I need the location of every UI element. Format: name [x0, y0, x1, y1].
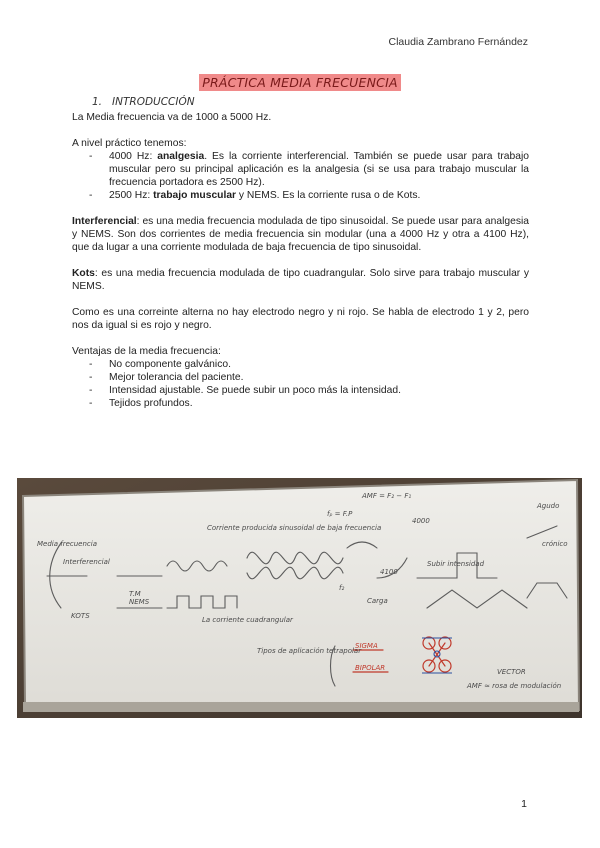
author-name: Claudia Zambrano Fernández — [388, 36, 528, 48]
item-post: . Es la corriente interferencial. También se puede usar para trabajo muscular pero su principal aplicación es la analgesia (si se usa para trabajo muscular la frecuencia portadora es 2500 Hz). — [109, 151, 529, 188]
item-pre: 4000 Hz: — [109, 151, 158, 162]
wb-salida1: SIGMA — [355, 642, 378, 650]
item-post: y NEMS. Es la corriente rusa o de Kots. — [236, 190, 421, 201]
wb-formula: AMF = F₂ − F₁ — [362, 492, 412, 500]
list-item — [72, 189, 529, 202]
whiteboard-photo — [17, 478, 582, 718]
section-number: 1. — [92, 96, 103, 108]
list-item: - Intensidad ajustable. Se puede subir un poco más la intensidad. — [72, 384, 529, 397]
wb-agudo: Agudo — [537, 502, 560, 510]
wb-kots: KOTS — [71, 612, 90, 620]
wb-4100: 4100 — [380, 568, 398, 576]
practical-list — [72, 150, 529, 202]
wb-mf-label: Media frecuencia — [37, 540, 98, 548]
section-heading — [92, 96, 195, 108]
list-item: - No componente galvánico. — [72, 358, 529, 371]
list-item — [72, 150, 529, 189]
wb-vector: VECTOR — [497, 668, 526, 676]
wb-cronico: crónico — [542, 540, 568, 548]
interferencial-paragraph — [72, 215, 529, 254]
wb-subir: Subir intensidad — [427, 560, 485, 568]
document-title: PRÁCTICA MEDIA FRECUENCIA — [199, 74, 400, 91]
practical-lead: A nivel práctico tenemos: — [72, 138, 187, 149]
wb-interferencial: Interferencial — [63, 558, 110, 566]
kots-text: : es una media frecuencia modulada de tipo cuadrangular. Solo sirve para trabajo muscular y NEMS. — [72, 268, 529, 292]
item-bold: analgesia — [157, 151, 205, 162]
wb-tm: T.M — [129, 590, 141, 598]
wb-corriente-caption: Corriente producida sinusoidal de baja frecuencia — [207, 524, 382, 532]
advantages-list — [72, 358, 529, 410]
term-interferencial: Interferencial — [72, 216, 137, 227]
wb-amf-note: AMF ≈ rosa de modulación — [467, 682, 562, 690]
kots-paragraph — [72, 267, 529, 293]
term-kots: Kots — [72, 268, 95, 279]
title-container — [0, 74, 600, 92]
item-bold: trabajo muscular — [153, 190, 237, 201]
interferencial-text: : es una media frecuencia modulada de tipo sinusoidal. Se puede usar para analgesia y NEMS. Son dos corrientes de media frecuencia sin modular (una a 4000 Hz y otra a 4100 Hz), que da lugar a una corriente modulada de baja frecuencia de tipo sinusoidal. — [72, 216, 529, 253]
wb-4000: 4000 — [412, 517, 430, 525]
list-item: - Tejidos profundos. — [72, 397, 529, 410]
wb-f2: f₂ — [339, 584, 345, 592]
wb-tipos: Tipos de aplicación tetrapolar — [257, 647, 362, 655]
electrodes-paragraph: Como es una correinte alterna no hay electrodo negro y ni rojo. Se habla de electrodo 1 y 2, pero nos da igual si es rojo y negro. — [72, 307, 529, 331]
wb-carga: Carga — [367, 597, 388, 605]
wb-fp: fₚ = F.P — [327, 510, 353, 518]
wb-cuadrangular: La corriente cuadrangular — [202, 616, 293, 624]
item-pre: 2500 Hz: — [109, 190, 154, 201]
wb-nems: NEMS — [129, 598, 150, 606]
document-body — [72, 111, 529, 410]
wb-salida2: BIPOLAR — [355, 664, 386, 672]
advantages-lead: Ventajas de la media frecuencia: — [72, 346, 221, 357]
section-label: INTRODUCCIÓN — [112, 96, 195, 108]
list-item: - Mejor tolerancia del paciente. — [72, 371, 529, 384]
intro-paragraph: La Media frecuencia va de 1000 a 5000 Hz. — [72, 112, 272, 123]
page-number: 1 — [521, 798, 527, 810]
